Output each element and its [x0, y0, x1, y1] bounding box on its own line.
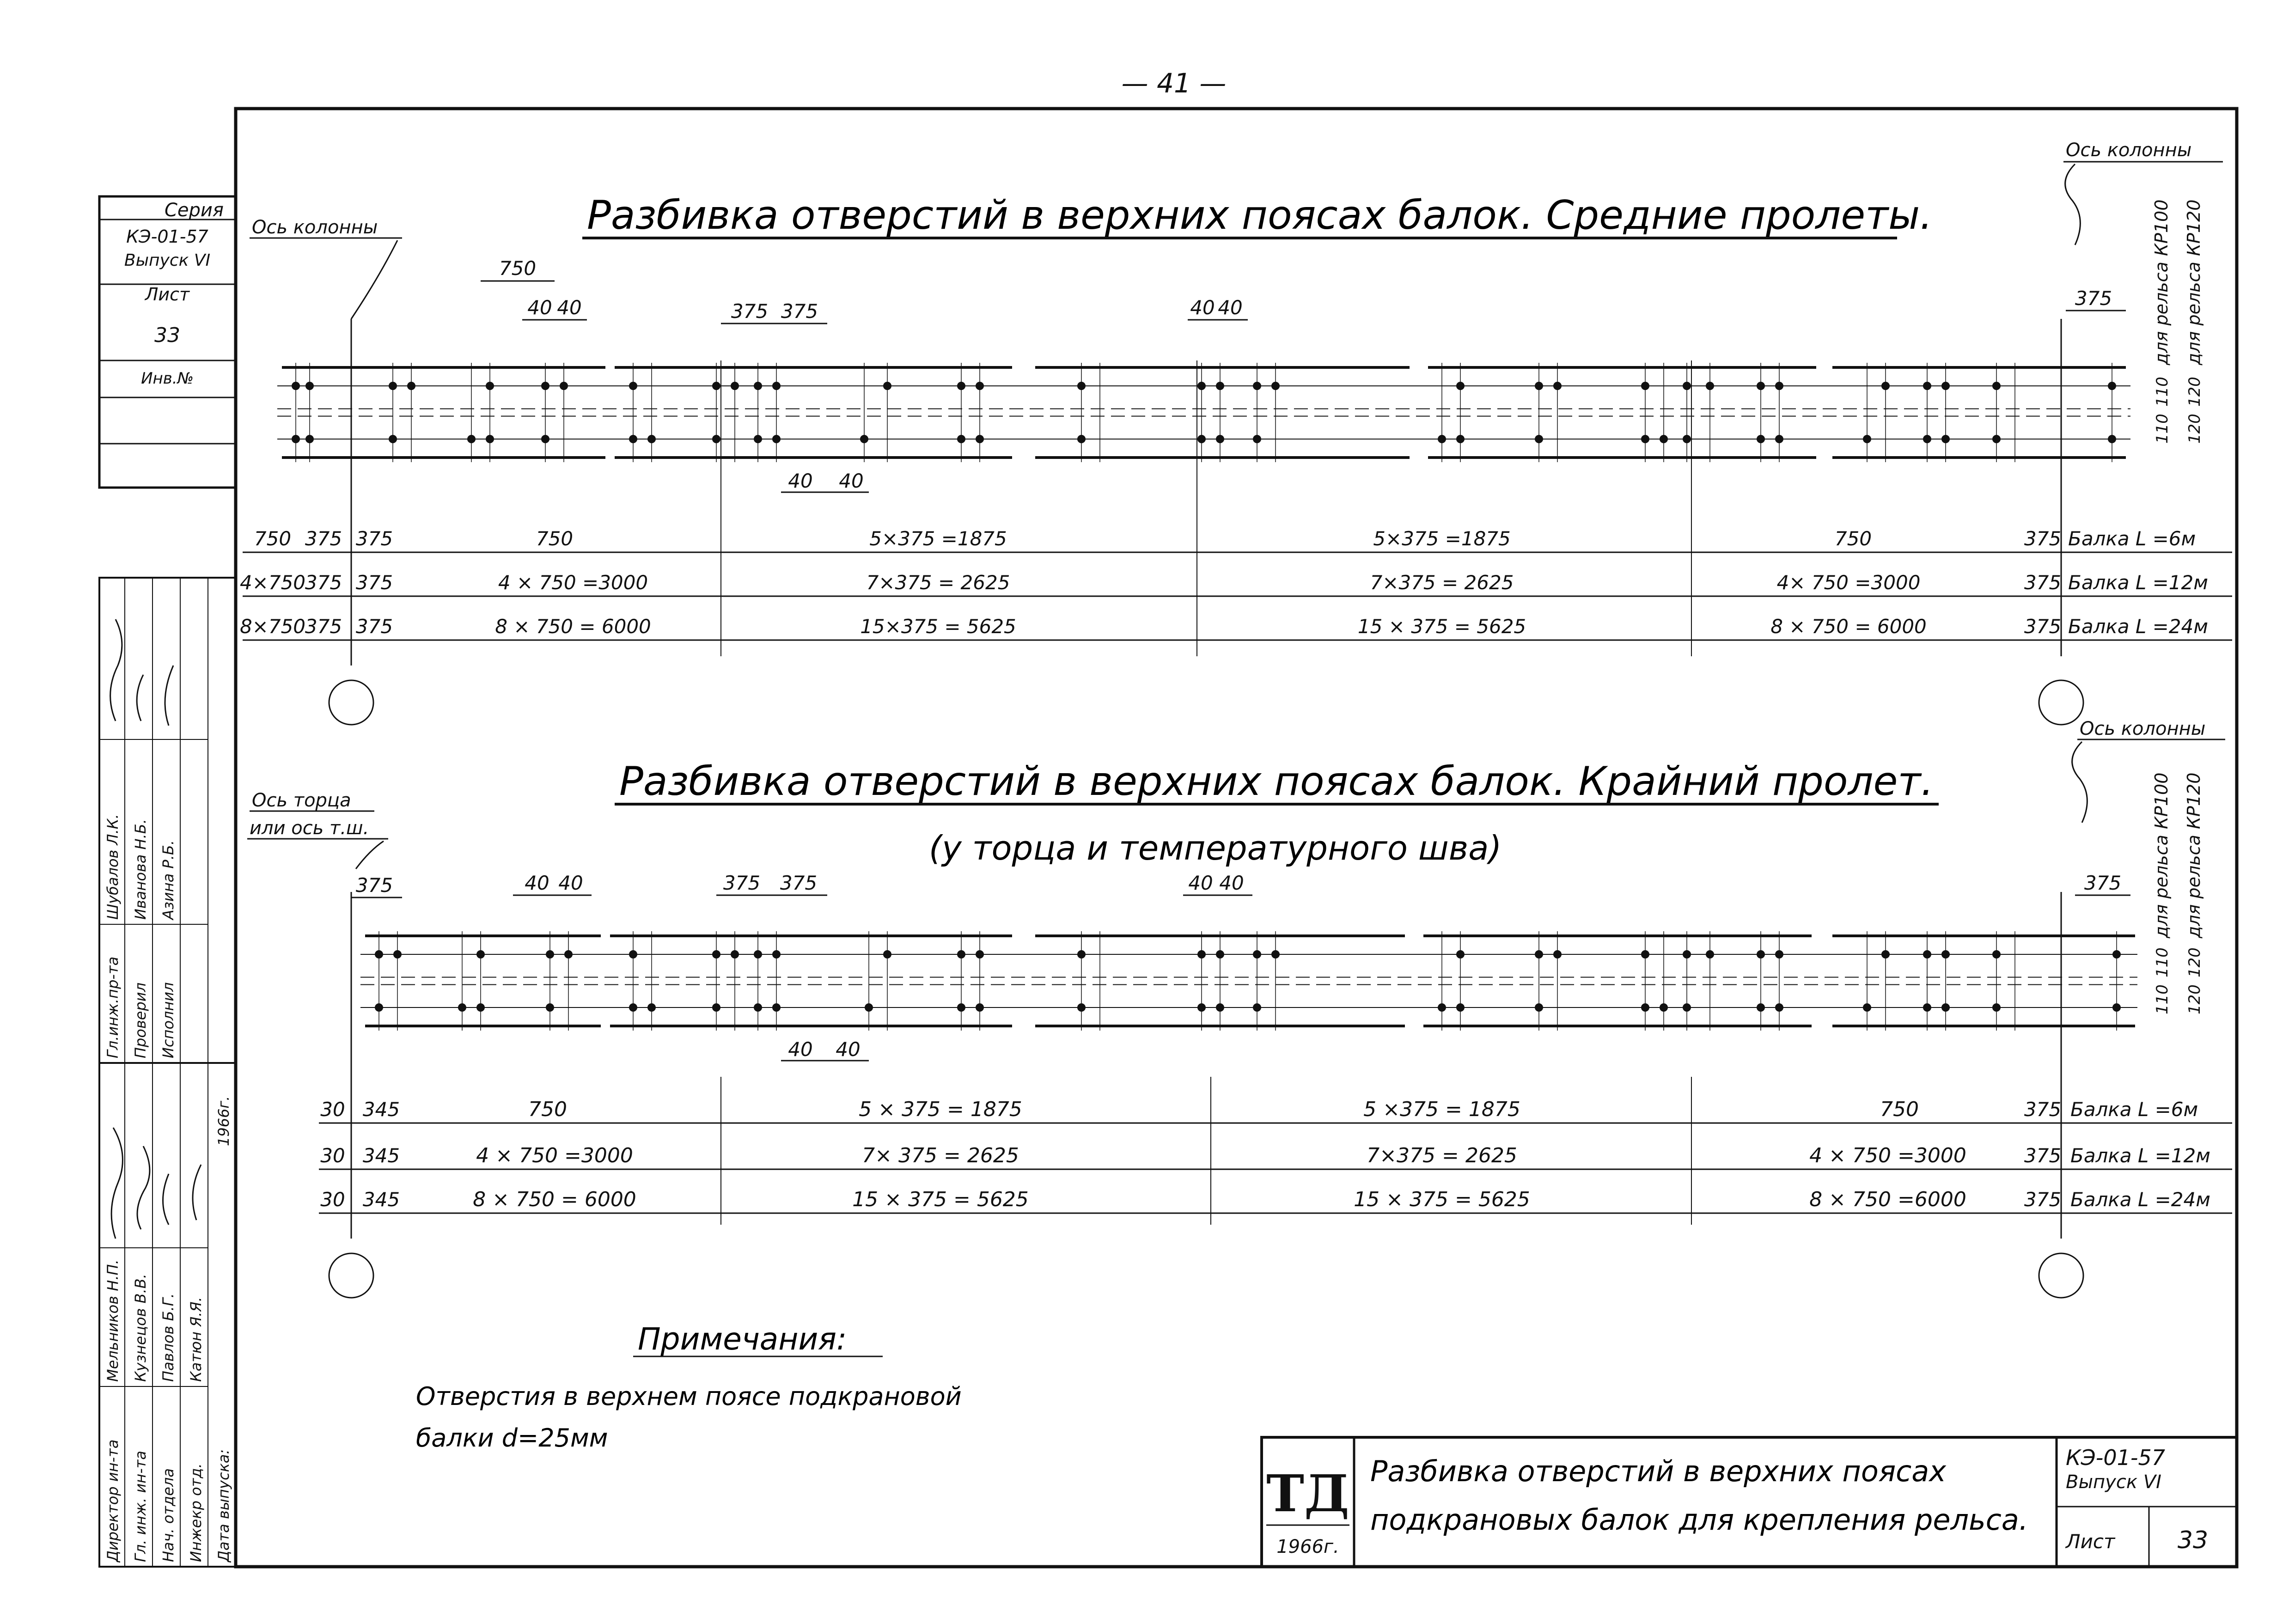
gauge-label: 120: [2185, 984, 2204, 1014]
bolt-hole: [731, 950, 739, 959]
bolt-hole: [305, 382, 314, 390]
title-block-code: КЭ-01-57: [2066, 1445, 2166, 1470]
bolt-hole: [1863, 1003, 1871, 1012]
name-dept-engineer: Катюн Я.Я.: [187, 1297, 205, 1382]
dim-cell: 375: [2024, 1098, 2062, 1121]
dim-label: 40: [558, 872, 583, 894]
signature-block: [99, 578, 236, 1567]
dim-cell: 375: [2024, 1144, 2062, 1167]
bolt-hole: [772, 1003, 781, 1012]
bolt-hole: [1775, 435, 1783, 443]
bolt-hole: [1077, 1003, 1086, 1012]
bolt-hole: [1706, 382, 1714, 390]
dim-label: 750: [499, 257, 537, 280]
bolt-hole: [1757, 950, 1765, 959]
dim-cell: 15×375 = 5625: [860, 615, 1016, 638]
bolt-hole: [1216, 382, 1224, 390]
gauge-label: 120: [2185, 947, 2204, 977]
name-project-engineer: Шубалов Л.К.: [104, 814, 122, 920]
dim-cell: 5×375 =1875: [1373, 527, 1511, 550]
role-checker: Проверил: [132, 982, 149, 1058]
bolt-hole: [1535, 950, 1543, 959]
bolt-hole: [476, 1003, 485, 1012]
bolt-hole: [865, 1003, 873, 1012]
dim-cell: 7×375 = 2625: [866, 571, 1010, 594]
dim-cell: 345: [362, 1144, 400, 1167]
bolt-hole: [1941, 950, 1950, 959]
bolt-hole: [389, 435, 397, 443]
bolt-hole: [629, 382, 637, 390]
leader-arrow: [356, 841, 384, 869]
bottom-axis-right-label: Ось колонны: [2080, 718, 2206, 739]
bolt-hole: [772, 950, 781, 959]
gauge-label: 120: [2185, 414, 2204, 444]
bolt-hole: [1077, 435, 1086, 443]
bolt-hole: [647, 1003, 656, 1012]
dim-cell: 375: [355, 527, 393, 550]
dim-cell: 750: [528, 1098, 567, 1121]
beam-length-label: Балка L =12м: [2070, 1144, 2210, 1167]
dim-label: 40: [525, 872, 549, 894]
bolt-hole: [1923, 950, 1931, 959]
bolt-hole: [712, 435, 720, 443]
bolt-hole: [1456, 382, 1465, 390]
dim-cell: 5 ×375 = 1875: [1363, 1098, 1520, 1121]
bolt-hole: [1660, 435, 1668, 443]
dim-cell: 4 × 750 =3000: [1809, 1144, 1966, 1167]
dim-cell: 375: [305, 615, 342, 638]
dim-cell: 375: [2024, 527, 2062, 550]
bolt-hole: [305, 435, 314, 443]
bolt-hole: [467, 435, 476, 443]
bolt-hole: [1992, 950, 2001, 959]
sheet-label: Лист: [145, 284, 190, 305]
bolt-hole: [1923, 1003, 1931, 1012]
dim-cell: 15 × 375 = 5625: [852, 1188, 1029, 1211]
dim-cell: 30: [320, 1188, 345, 1211]
title-block: [1262, 1437, 2237, 1567]
bolt-hole: [712, 950, 720, 959]
dim-cell: 375: [305, 571, 342, 594]
release-date-label: Дата выпуска:: [215, 1449, 232, 1562]
gauge-label: 110: [2153, 947, 2172, 977]
dim-label: 375: [731, 300, 769, 323]
bolt-hole: [1253, 950, 1261, 959]
bolt-hole: [407, 382, 415, 390]
bolt-hole: [560, 382, 568, 390]
dim-cell: 750: [1834, 527, 1872, 550]
top-title: Разбивка отверстий в верхних поясах балок. Средние пролеты.: [587, 192, 1933, 238]
dim-cell: 8 × 750 = 6000: [495, 615, 651, 638]
bolt-hole: [546, 1003, 554, 1012]
bolt-hole: [1775, 950, 1783, 959]
bolt-hole: [1438, 1003, 1446, 1012]
dim-cell: 345: [362, 1098, 400, 1121]
bolt-hole: [957, 950, 965, 959]
bolt-hole: [1706, 950, 1714, 959]
top-section: [240, 140, 2232, 725]
dim-label: 40: [1218, 296, 1243, 319]
bolt-hole: [1216, 1003, 1224, 1012]
bolt-hole: [1197, 950, 1206, 959]
rail-kr100-label: для рельса КР100: [2151, 199, 2172, 365]
name-checker: Иванова Н.Б.: [132, 819, 149, 920]
bottom-beam: [360, 931, 2137, 1031]
bolt-hole: [712, 1003, 720, 1012]
role-chief-engineer: Гл. инж. ин-та: [132, 1450, 149, 1562]
dim-label: 40: [527, 296, 552, 319]
beam-length-label: Балка L =6м: [2068, 527, 2196, 550]
bolt-hole: [772, 382, 781, 390]
bolt-hole: [292, 382, 300, 390]
bolt-hole: [754, 382, 762, 390]
bolt-hole: [976, 950, 984, 959]
axis-marker-circle: [329, 680, 373, 725]
bolt-hole: [731, 382, 739, 390]
top-dimension-rows: [240, 319, 2232, 725]
series-issue: Выпуск VI: [124, 251, 211, 270]
top-axis-right-label: Ось колонны: [2066, 140, 2192, 161]
bolt-hole: [1641, 950, 1649, 959]
dim-cell: 15 × 375 = 5625: [1354, 1188, 1530, 1211]
bolt-hole: [1077, 950, 1086, 959]
bolt-hole: [541, 435, 549, 443]
bolt-hole: [883, 950, 891, 959]
dim-cell: 4 × 750 =3000: [498, 571, 648, 594]
bolt-hole: [1757, 435, 1765, 443]
bolt-hole: [754, 950, 762, 959]
beam-length-label: Балка L =6м: [2070, 1098, 2198, 1121]
series-stamp: [99, 196, 236, 488]
beam-length-label: Балка L =24м: [2068, 615, 2208, 638]
release-year: 1966г.: [215, 1096, 232, 1146]
sheet-number: 33: [154, 324, 180, 347]
bottom-section: [247, 718, 2232, 1298]
bolt-hole: [1535, 1003, 1543, 1012]
bottom-title: Разбивка отверстий в верхних поясах балок. Крайний пролет.: [619, 758, 1934, 805]
dim-label: 40: [1188, 872, 1213, 894]
bolt-hole: [1660, 1003, 1668, 1012]
bolt-hole: [1683, 950, 1691, 959]
dim-cell: 345: [362, 1188, 400, 1211]
gauge-label: 120: [2185, 377, 2204, 407]
bolt-hole: [957, 382, 965, 390]
dim-label: 375: [2075, 287, 2112, 310]
bolt-hole: [1881, 382, 1890, 390]
notes-line-1: Отверстия в верхнем поясе подкрановой: [416, 1382, 962, 1411]
rail-kr120-label: для рельса КР120: [2184, 772, 2204, 938]
bolt-hole: [1553, 382, 1562, 390]
bolt-hole: [1641, 1003, 1649, 1012]
bottom-axis-left-label-1: Ось торца: [252, 790, 351, 811]
bolt-hole: [772, 435, 781, 443]
bolt-hole: [2108, 382, 2116, 390]
dim-cell: 375: [2024, 571, 2062, 594]
leader-arrow: [351, 240, 397, 319]
bolt-hole: [1683, 1003, 1691, 1012]
bolt-hole: [1641, 382, 1649, 390]
bolt-hole: [1535, 382, 1543, 390]
bolt-hole: [1683, 435, 1691, 443]
bolt-hole: [476, 950, 485, 959]
dim-label: 40: [836, 1038, 861, 1061]
bolt-hole: [1271, 950, 1280, 959]
role-executor: Исполнил: [159, 982, 177, 1058]
bolt-hole: [976, 382, 984, 390]
dim-label: 40: [557, 296, 582, 319]
page-number: — 41 —: [1121, 67, 1227, 99]
bolt-hole: [1535, 435, 1543, 443]
dim-cell: 375: [355, 571, 393, 594]
bolt-hole: [1197, 435, 1206, 443]
bolt-hole: [1253, 435, 1261, 443]
bolt-hole: [883, 382, 891, 390]
top-beam: [277, 363, 2130, 462]
gauge-label: 110: [2153, 414, 2172, 444]
dim-label: 40: [788, 1038, 813, 1061]
bolt-hole: [1438, 435, 1446, 443]
bolt-hole: [1992, 435, 2001, 443]
dim-cell: 375: [2024, 615, 2062, 638]
top-axis-left-label: Ось колонны: [252, 217, 378, 238]
dim-cell: 7× 375 = 2625: [862, 1144, 1019, 1167]
bolt-hole: [458, 1003, 466, 1012]
dim-cell: 375: [305, 527, 342, 550]
bolt-hole: [1456, 1003, 1465, 1012]
bolt-hole: [1757, 382, 1765, 390]
bolt-hole: [486, 435, 494, 443]
bolt-hole: [1253, 1003, 1261, 1012]
role-dept-head: Нач. отдела: [159, 1468, 177, 1562]
title-block-line-2: подкрановых балок для крепления рельса.: [1370, 1503, 2028, 1537]
beam-length-label: Балка L =24м: [2070, 1188, 2210, 1211]
dim-label: 40: [1190, 296, 1215, 319]
dim-cell: 4× 750 =3000: [1776, 571, 1921, 594]
dim-label: 40: [839, 470, 864, 492]
bottom-subtitle: (у торца и температурного шва): [929, 829, 1502, 867]
bolt-hole: [957, 435, 965, 443]
title-block-issue: Выпуск VI: [2066, 1471, 2161, 1493]
leader-arrow: [2072, 742, 2087, 823]
bolt-hole: [647, 435, 656, 443]
dim-cell: 15 × 375 = 5625: [1357, 615, 1526, 638]
dim-cell: 8 × 750 = 6000: [473, 1188, 636, 1211]
bolt-hole: [2112, 1003, 2121, 1012]
bolt-hole: [1216, 950, 1224, 959]
dim-cell: 750: [1880, 1098, 1919, 1121]
bolt-hole: [1197, 1003, 1206, 1012]
bolt-hole: [957, 1003, 965, 1012]
bolt-hole: [1757, 1003, 1765, 1012]
bolt-hole: [1456, 950, 1465, 959]
dim-cell: 4 × 750 =3000: [476, 1144, 633, 1167]
bolt-hole: [375, 1003, 383, 1012]
name-director: Мельников Н.П.: [104, 1259, 122, 1382]
role-dept-engineer: Инжекр отд.: [187, 1463, 205, 1562]
bolt-hole: [754, 435, 762, 443]
title-block-year: 1966г.: [1276, 1536, 1339, 1557]
bolt-hole: [976, 435, 984, 443]
dim-cell: 750: [536, 527, 574, 550]
rail-kr100-label: для рельса КР100: [2151, 772, 2172, 938]
dim-cell: 4×750: [239, 571, 306, 594]
bolt-hole: [1992, 382, 2001, 390]
dim-cell: 8 × 750 =6000: [1809, 1188, 1966, 1211]
bolt-hole: [976, 1003, 984, 1012]
bolt-hole: [389, 382, 397, 390]
bolt-hole: [1197, 382, 1206, 390]
bolt-hole: [1992, 1003, 2001, 1012]
dim-label: 40: [788, 470, 813, 492]
bolt-hole: [629, 1003, 637, 1012]
axis-marker-circle: [2039, 1253, 2083, 1298]
bolt-hole: [860, 435, 868, 443]
dim-cell: 30: [320, 1098, 345, 1121]
name-chief-engineer: Кузнецов В.В.: [132, 1274, 149, 1382]
axis-marker-circle: [2039, 680, 2083, 725]
bolt-hole: [1216, 435, 1224, 443]
series-label: Серия: [165, 200, 224, 221]
bolt-hole: [1553, 950, 1562, 959]
bolt-hole: [393, 950, 402, 959]
notes-heading: Примечания:: [638, 1321, 847, 1357]
leader-arrow: [2065, 164, 2081, 245]
bolt-hole: [1271, 382, 1280, 390]
bolt-hole: [1881, 950, 1890, 959]
bolt-hole: [1775, 1003, 1783, 1012]
bolt-hole: [1253, 382, 1261, 390]
axis-marker-circle: [329, 1253, 373, 1298]
dim-label: 375: [2084, 872, 2122, 894]
bolt-hole: [629, 950, 637, 959]
bolt-hole: [754, 1003, 762, 1012]
series-code: КЭ-01-57: [126, 226, 208, 247]
bolt-hole: [1863, 435, 1871, 443]
bolt-hole: [486, 382, 494, 390]
name-dept-head: Павлов Б.Г.: [159, 1293, 177, 1382]
bolt-hole: [1775, 382, 1783, 390]
bolt-hole: [541, 382, 549, 390]
dim-label: 375: [355, 874, 393, 897]
bolt-hole: [1923, 382, 1931, 390]
gauge-label: 110: [2153, 377, 2172, 407]
dim-cell: 5 × 375 = 1875: [859, 1098, 1022, 1121]
dim-label: 375: [780, 872, 818, 894]
dim-label: 40: [1219, 872, 1244, 894]
beam-length-label: Балка L =12м: [2068, 571, 2208, 594]
dim-cell: 7×375 = 2625: [1370, 571, 1514, 594]
bolt-hole: [564, 950, 573, 959]
name-executor: Азина Р.Б.: [159, 840, 177, 920]
bolt-hole: [1941, 435, 1950, 443]
dim-cell: 8 × 750 = 6000: [1770, 615, 1927, 638]
role-director: Директор ин-та: [104, 1439, 122, 1562]
dim-cell: 5×375 =1875: [869, 527, 1007, 550]
dim-cell: 8×750: [239, 615, 306, 638]
bolt-hole: [2112, 950, 2121, 959]
gauge-label: 110: [2153, 984, 2172, 1014]
dim-cell: 375: [355, 615, 393, 638]
bolt-hole: [1077, 382, 1086, 390]
dim-label: 375: [781, 300, 818, 323]
bottom-axis-left-label-2: или ось т.ш.: [250, 818, 369, 839]
bolt-hole: [375, 950, 383, 959]
notes-line-2: балки d=25мм: [416, 1423, 608, 1453]
inventory-label: Инв.№: [141, 369, 194, 388]
title-block-sheet-label: Лист: [2066, 1530, 2115, 1553]
bolt-hole: [1923, 435, 1931, 443]
bolt-hole: [1683, 382, 1691, 390]
title-block-sheet-number: 33: [2177, 1526, 2209, 1554]
organization-logo: ТД: [1266, 1464, 1349, 1523]
rail-kr120-label: для рельса КР120: [2184, 199, 2204, 365]
role-project-engineer: Гл.инж.пр-та: [104, 956, 122, 1058]
dim-cell: 750: [254, 527, 292, 550]
bolt-hole: [1941, 382, 1950, 390]
bolt-hole: [292, 435, 300, 443]
bolt-hole: [2108, 435, 2116, 443]
dim-cell: 375: [2024, 1188, 2062, 1211]
signature-scribble: [110, 619, 201, 1239]
title-block-line-1: Разбивка отверстий в верхних поясах: [1370, 1454, 1946, 1488]
bolt-hole: [712, 382, 720, 390]
notes: [416, 1321, 962, 1453]
dim-cell: 7×375 = 2625: [1367, 1144, 1517, 1167]
bolt-hole: [1641, 435, 1649, 443]
dim-label: 375: [723, 872, 761, 894]
dim-cell: 30: [320, 1144, 345, 1167]
bolt-hole: [629, 435, 637, 443]
bolt-hole: [546, 950, 554, 959]
bolt-hole: [1456, 435, 1465, 443]
bolt-hole: [1941, 1003, 1950, 1012]
